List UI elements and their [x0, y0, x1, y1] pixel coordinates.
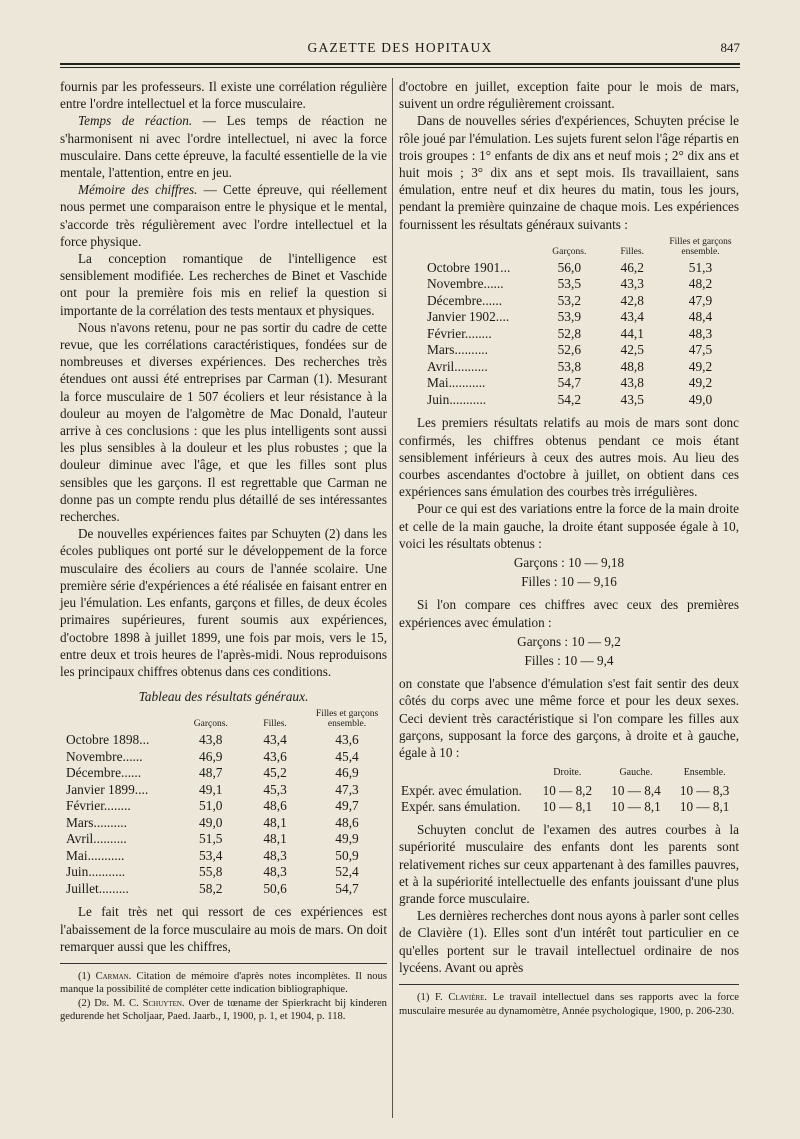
table-row [425, 342, 739, 359]
row-label: Juin........... [427, 391, 487, 407]
header-rule-thin [60, 67, 740, 68]
footnote-text: Le travail intellectuel dans ses rapports avec la force musculaire mesurée au dynamomètre, Année psychologique, 1900, p. 206-230. [399, 992, 740, 1017]
table-cell: 43,6 [263, 748, 287, 764]
table-cell: 44,1 [620, 325, 644, 341]
table-cell: 47,5 [688, 342, 713, 358]
table-cell: 49,2 [688, 358, 713, 374]
column-header: Garçons. [552, 246, 587, 257]
results-table-1901 [425, 237, 739, 409]
section-title: Mémoire des chiffres. [78, 182, 198, 198]
ratio-line: Filles : 10 — 9,4 [524, 652, 614, 668]
row-label: Mai........... [427, 375, 486, 391]
table-cell: 50,6 [263, 880, 287, 896]
table-cell: 48,8 [620, 358, 644, 374]
footnote: (1) F. Clavière. Le travail intellectuel dans ses rapports avec la force musculaire mesurée au dynamomètre, Année psychologique, 1900, p. 206-230. [399, 992, 740, 1017]
table-cell: 49,0 [688, 391, 713, 407]
table-cell: 53,8 [557, 358, 582, 374]
table-cell: 51,0 [199, 798, 223, 814]
paragraph: Schuyten conclut de l'examen des autres courbes à la supériorité musculaire des enfants dont les parents sont relativement riches sur ceux appartenant à des familles pauvres, et à la supériorité intellectuelle des enfants jouissant d'une plus grande force musculaire. [399, 822, 739, 906]
table-cell: 48,1 [263, 831, 287, 847]
table-cell: 48,2 [688, 276, 713, 292]
table-cell: 52,4 [335, 864, 359, 880]
footnote-rule [60, 963, 387, 964]
table-cell: 54,7 [335, 880, 359, 896]
table-row [64, 749, 387, 766]
paragraph [60, 112, 387, 181]
table-row [64, 765, 387, 782]
table-row [64, 848, 387, 865]
paragraph: Les dernières recherches dont nous ayons à parler sont celles de Clavière (1). Elles sont d'un intérêt tout particulier en ce qu'elles portent sur le travail intellectuel ordinaire de nos lycéens. Avant ou après [399, 908, 739, 975]
table-cell: 48,3 [263, 847, 287, 863]
table-cell: 51,5 [199, 831, 223, 847]
table-cell: 48,6 [263, 798, 287, 814]
row-label: Janvier 1899.... [66, 781, 149, 797]
table-cell: 43,5 [620, 391, 644, 407]
table-row [64, 864, 387, 881]
running-title: GAZETTE DES HOPITAUX [307, 40, 493, 55]
table-cell: 49,0 [199, 814, 223, 830]
footnote-author: Carman. [95, 970, 132, 982]
footnote: (2) Dr. M. C. Schuyten. Over de tœname der Spierkracht bij kinderen gedurende het Scholjaar, Paed. Jaarb., I, 1900, p. 1, et 1904, p. 118. [60, 997, 387, 1023]
table-cell: 53,2 [557, 292, 582, 308]
row-label: Janvier 1902.... [427, 309, 510, 325]
table-row [425, 359, 739, 376]
table-cell: 43,8 [620, 375, 644, 391]
table-row [64, 831, 387, 848]
table-cell: 52,8 [557, 325, 582, 341]
table-cell: 42,8 [620, 292, 644, 308]
table-cell: 45,3 [263, 781, 287, 797]
paragraph: Pour ce qui est des variations entre la force de la main droite et celle de la main gauche, la droite étant supposée égale à 10, voici les résultats obtenus : [399, 501, 739, 551]
table-row [64, 782, 387, 799]
paragraph: fournis par les professeurs. Il existe une corrélation régulière entre l'ordre intellectuel et la force musculaire. [60, 79, 387, 112]
table-row [425, 293, 739, 310]
row-label: Juin........... [66, 864, 126, 880]
row-label: Décembre...... [427, 292, 503, 308]
table-cell: 43,6 [335, 732, 359, 748]
table-cell: 43,3 [620, 276, 644, 292]
row-label: Février........ [66, 798, 131, 814]
table-cell: 42,5 [620, 342, 644, 358]
column-header: Filles. [263, 719, 287, 730]
page-number: 847 [720, 40, 740, 55]
table-cell: 53,4 [199, 847, 223, 863]
column-header: Garçons. [193, 719, 228, 730]
footnote-rule [399, 984, 739, 985]
table-row [399, 799, 739, 815]
row-label: Mars.......... [66, 814, 127, 830]
table-cell: 52,6 [557, 342, 582, 358]
paragraph: Le fait très net qui ressort de ces expériences est l'abaissement de la force musculaire au mois de mars. On doit remarquer aussi que les chiffres, [60, 904, 387, 954]
table-cell: 53,9 [557, 309, 582, 325]
table-cell: 48,4 [688, 309, 713, 325]
paragraph: d'octobre en juillet, exception faite pour le mois de mars, suivent un ordre régulièrement croissant. [399, 79, 739, 112]
row-label: Avril.......... [66, 831, 127, 847]
paragraph: La conception romantique de l'intelligence est sensiblement modifiée. Les recherches de Binet et Vaschide ont pour la première fois mis en relief la question si importante de la corrélation des tests mentaux et physiques. [60, 251, 387, 318]
table-cell: 43,4 [263, 732, 287, 748]
paragraph: Si l'on compare ces chiffres avec ceux des premières expériences avec émulation : [399, 597, 739, 630]
table-cell: 46,2 [620, 259, 644, 275]
paragraph: on constate que l'absence d'émulation s'est fait sentir des deux côtés du corps avec une même force et pour les deux sexes. Ceci devient très caractéristique si l'on compare les filles aux garçons, supposant la force des garçons, à droite et à gauche, égale à 10 : [399, 676, 739, 760]
table-row [425, 276, 739, 293]
table-cell: 46,9 [199, 748, 223, 764]
page-header [60, 40, 740, 62]
row-label: Expér. avec émulation. [401, 783, 522, 799]
row-label: Février........ [427, 325, 492, 341]
row-label: Expér. sans émulation. [401, 799, 521, 815]
ratio-line: Garçons : 10 — 9,2 [517, 633, 621, 649]
row-label: Novembre...... [66, 748, 143, 764]
table-cell: 47,3 [335, 781, 359, 797]
table-row [64, 798, 387, 815]
table-row [425, 326, 739, 343]
table-cell: 45,2 [263, 765, 287, 781]
table-cell: 56,0 [557, 259, 582, 275]
table-row [64, 815, 387, 832]
row-label: Avril.......... [427, 358, 488, 374]
table-cell: 10 — 8,3 [679, 783, 730, 799]
ratio-line: Filles : 10 — 9,16 [521, 574, 617, 590]
row-label: Octobre 1898... [66, 732, 150, 748]
table-cell: 10 — 8,1 [679, 799, 730, 815]
table-row [425, 392, 739, 409]
table-cell: 50,9 [335, 847, 359, 863]
table-cell: 10 — 8,4 [611, 783, 661, 799]
table-cell: 54,7 [557, 375, 582, 391]
table-row [425, 260, 739, 277]
column-divider [392, 78, 393, 1118]
table-cell: 43,4 [620, 309, 644, 325]
row-label: Mars.......... [427, 342, 488, 358]
table-cell: 48,1 [263, 814, 287, 830]
column-header: Droite. [553, 767, 582, 779]
table-cell: 47,9 [688, 292, 713, 308]
table-cell: 58,2 [199, 880, 223, 896]
table-cell: 43,8 [199, 732, 223, 748]
table-row [425, 375, 739, 392]
ratio-line: Garçons : 10 — 9,18 [513, 554, 625, 570]
table-row [399, 783, 739, 799]
table-cell: 49,7 [335, 798, 359, 814]
table-row [425, 309, 739, 326]
table-cell: 53,5 [557, 276, 582, 292]
table-cell: 49,1 [199, 781, 223, 797]
table-cell: 46,9 [335, 765, 359, 781]
paragraph: Les premiers résultats relatifs au mois de mars sont donc confirmés, les chiffres obtenus pendant ce mois étant sensiblement inférieurs à ceux des autres mois. Au lieu des courbes ascendantes d'octobre à juillet, on obtient dans ces expériences sans émulation des courbes très irrégulières. [399, 415, 739, 500]
table-cell: 48,7 [199, 765, 223, 781]
row-label: Mai........... [66, 847, 125, 863]
paragraph-text: — Cette épreuve, qui réellement nous permet une comparaison entre le physique et le mental, s'accorde très régulièrement avec l'ordre intellectuel et la force physique. [60, 182, 388, 249]
table-row [64, 732, 387, 749]
paragraph: Dans de nouvelles séries d'expériences, Schuyten précise le rôle joué par l'émulation. Les sujets furent selon l'âge répartis en trois groupes : 1° enfants de dix ans et neuf mois ; 2° dix ans et huit mois ; 3° dix ans et sept mois. Ils travaillaient, sans émulation, entre neuf et dix heures du matin, tous les jours, pendant la première quinzaine de chaque mois. Les expériences fournissent les résultats généraux suivants : [399, 113, 739, 232]
left-column [60, 78, 387, 1024]
row-label: Décembre...... [66, 765, 142, 781]
table-cell: 10 — 8,1 [611, 799, 661, 815]
table-cell: 51,3 [688, 259, 713, 275]
footnote: (1) Carman. Citation de mémoire d'après notes incomplètes. Il nous manque la possibilité de compléter cette indication bibliographique. [60, 970, 387, 996]
results-table-1898 [64, 709, 387, 897]
row-label: Octobre 1901... [427, 259, 511, 275]
footnote-author: F. Clavière. [435, 992, 488, 1004]
paragraph-text: — Les temps de réaction ne s'harmonisent ni avec l'ordre intellectuel, ni avec la force musculaire. Dans cette épreuve, la faculté essentielle de la vie mentale, l'attention, entre en jeu. [60, 113, 387, 181]
row-label: Juillet......... [66, 880, 129, 896]
paragraph: De nouvelles expériences faites par Schuyten (2) dans les écoles publiques ont porté sur le développement de la force musculaire des écoliers au cours de l'année scolaire. Une première série d'expériences a été réalisée en faisant entrer en jeu l'émulation. Les enfants, garçons et filles, de deux écoles primaires supérieures, furent soumis aux expériences, d'octobre 1898 à juillet 1899, une fois par mois, vers le 15, entre deux et trois heures de l'après-midi. Nous reproduisons les principaux chiffres obtenus dans ces conditions. [60, 526, 387, 679]
table-cell: 48,3 [263, 864, 287, 880]
section-title: Temps de réaction. [78, 113, 193, 129]
paragraph [60, 181, 387, 250]
footnote-text: Citation de mémoire d'après notes incomplètes. Il nous manque la possibilité de compléter cette indication bibliographique. [60, 970, 387, 996]
table-cell: 49,2 [688, 375, 713, 391]
table-title: Tableau des résultats généraux. [138, 689, 309, 705]
row-label: Novembre...... [427, 276, 504, 292]
table-cell: 48,6 [335, 814, 359, 830]
right-column [399, 78, 739, 1018]
paragraph: Nous n'avons retenu, pour ne pas sortir du cadre de cette revue, que les corrélations caractéristiques, fondées sur de nombreuses et diverses expériences. Des recherches très étendues ont aussi été entreprises par Carman (1). Mesurant la force musculaire de 1 507 écoliers et leur résistance à la douleur au moyen de l'algomètre de Mac Donald, l'auteur arrive à ces conclusions : que les plus intelligents sont aussi les plus sensibles à la douleur et les plus robustes ; que la douleur diminue avec l'âge, et que les filles sont plus sensibles que les garçons. Il est regrettable que Carman ne donne pas un compte rendu plus détaillé de ses intéressantes recherches. [60, 319, 387, 525]
table-cell: 45,4 [335, 748, 359, 764]
hand-comparison-table [399, 765, 739, 815]
column-header: Gauche. [619, 767, 653, 779]
column-header: Ensemble. [683, 767, 726, 779]
column-header: Filles et garçons ensemble. [669, 236, 732, 257]
table-row [64, 881, 387, 898]
footnote-text: Over de tœname der Spierkracht bij kinderen gedurende het Scholjaar, Paed. Jaarb., I, 1900, p. 1, et 1904, p. 118. [60, 997, 387, 1023]
footnote-author: Dr. M. C. Schuyten. [94, 997, 185, 1009]
column-header: Filles. [620, 246, 644, 257]
table-cell: 55,8 [199, 864, 223, 880]
table-cell: 49,9 [335, 831, 359, 847]
table-cell: 10 — 8,2 [542, 783, 593, 799]
column-header: Filles et garçons ensemble. [315, 709, 379, 730]
table-cell: 48,3 [688, 325, 713, 341]
table-cell: 54,2 [557, 391, 582, 407]
header-rule [60, 63, 740, 65]
table-cell: 10 — 8,1 [542, 799, 593, 815]
